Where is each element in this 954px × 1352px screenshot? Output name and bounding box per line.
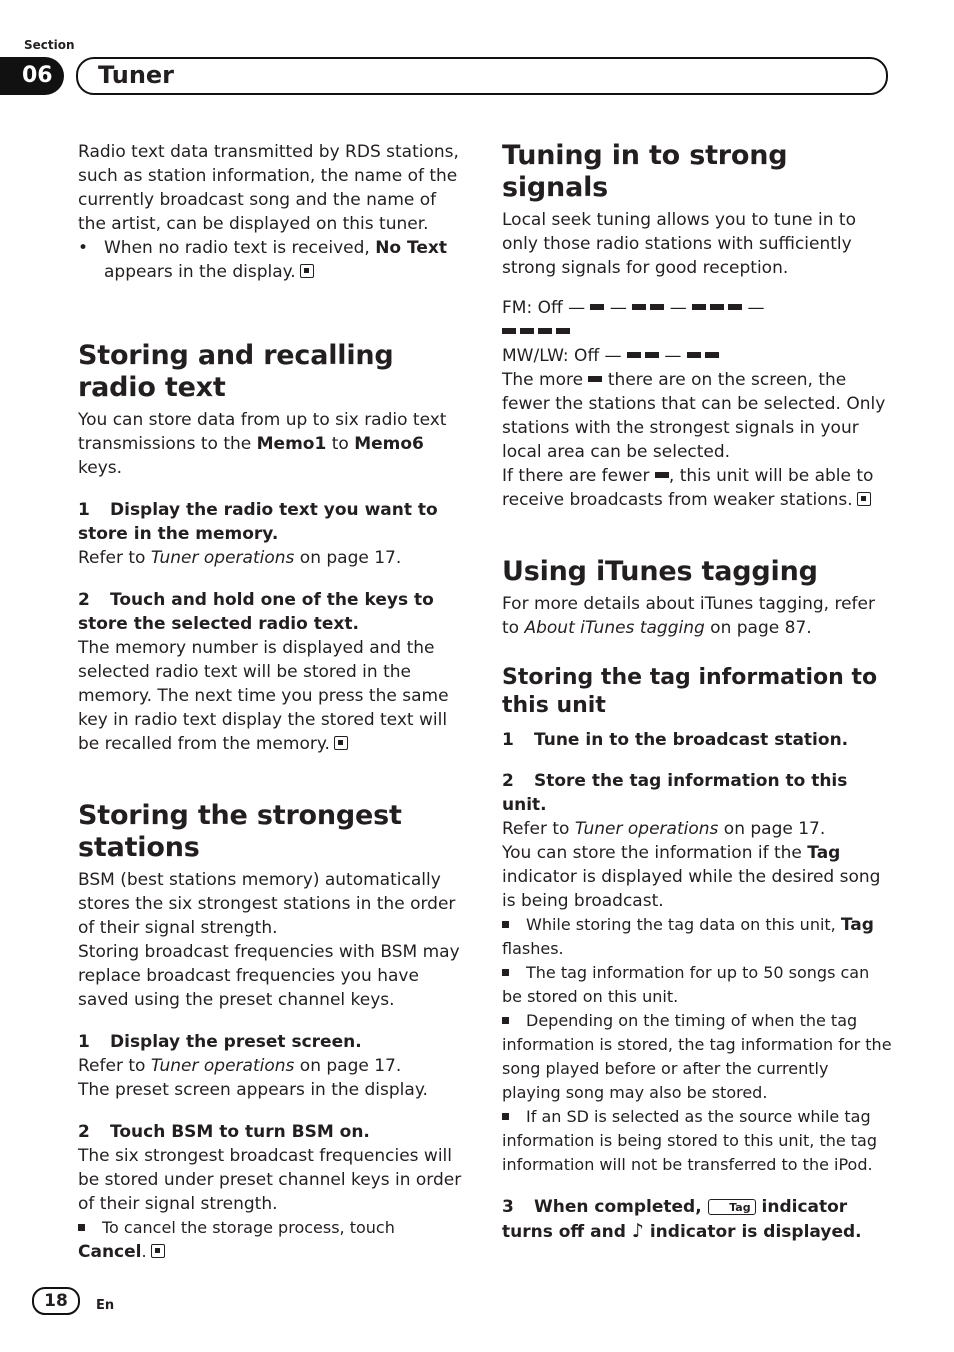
more-levels-paragraph: The more there are on the screen, the fewer the stations that can be selected. Only stations with the strongest signals in your local area can be selected. xyxy=(502,370,886,462)
mw-lw-levels: MW/LW: Off — — xyxy=(502,344,892,368)
level-bar-icon xyxy=(705,352,719,358)
tuner-operations-link[interactable]: Tuner operations xyxy=(150,548,295,568)
end-mark-icon xyxy=(334,736,348,750)
page-number: 18 xyxy=(32,1287,80,1315)
strongest-stations-heading: Storing the strongest stations xyxy=(78,800,402,863)
level-bar-icon xyxy=(710,304,724,310)
level-bar-icon xyxy=(632,304,646,310)
itunes-tagging-heading: Using iTunes tagging xyxy=(502,556,818,587)
level-bar-icon xyxy=(520,328,534,334)
tag-note-1: While storing the tag data on this unit, Tag flashes. xyxy=(502,915,874,958)
bsm-step-1-reference: Refer to Tuner operations on page 17. xyxy=(78,1056,402,1076)
local-seek-intro: Local seek tuning allows you to tune in to only those radio stations with sufficiently strong signals for good reception. xyxy=(502,210,856,278)
tag-icon: Tag xyxy=(708,1199,756,1215)
right-column xyxy=(502,140,892,1244)
note-square-icon xyxy=(502,913,512,921)
level-bar-icon xyxy=(556,328,570,334)
bsm-paragraph-1: BSM (best stations memory) automatically stores the six strongest stations in the order of their signal strength. xyxy=(78,870,456,938)
no-text-bullet: • When no radio text is received, No Text appears in the display. xyxy=(78,238,447,282)
storing-tag-heading: Storing the tag information to this unit xyxy=(502,665,878,718)
level-bar-icon xyxy=(502,328,516,334)
level-bar-icon xyxy=(692,304,706,310)
tag-step-2-body: You can store the information if the Tag indicator is displayed while the desired song is being broadcast. xyxy=(502,843,881,911)
storing-intro: You can store data from up to six radio text transmissions to the Memo1 to Memo6 keys. xyxy=(78,410,447,478)
tuner-operations-link[interactable]: Tuner operations xyxy=(574,819,719,839)
about-itunes-tagging-link[interactable]: About iTunes tagging xyxy=(524,618,705,638)
tag-note-3: Depending on the timing of when the tag information is stored, the tag information for the song played before or after the currently playing song may also be stored. xyxy=(502,1011,892,1102)
rds-intro: Radio text data transmitted by RDS stations, such as station information, the name of the currently broadcast song and the name of the artist, can be displayed on this tuner. xyxy=(78,142,459,234)
level-bar-icon xyxy=(588,376,602,382)
section-title: Tuner xyxy=(98,61,175,89)
itunes-intro: For more details about iTunes tagging, refer to About iTunes tagging on page 87. xyxy=(502,594,875,638)
bsm-step-1-body: The preset screen appears in the display. xyxy=(78,1080,428,1100)
section-title-bar xyxy=(76,57,888,95)
note-square-icon xyxy=(502,1105,512,1113)
storing-radio-text-heading: Storing and recalling radio text xyxy=(78,340,394,403)
step-2-body: The memory number is displayed and the selected radio text will be stored in the memory. The next time you press the same key in radio text display the stored text will be recalled from the memory. xyxy=(78,638,449,754)
step-2-heading: 2 Touch and hold one of the keys to store the selected radio text. xyxy=(78,590,434,634)
bsm-step-1-heading: 1 Display the preset screen. xyxy=(78,1032,362,1052)
level-bar-icon xyxy=(650,304,664,310)
tag-step-2-reference: Refer to Tuner operations on page 17. xyxy=(502,819,826,839)
bsm-step-2-body: The six strongest broadcast frequencies will be stored under preset channel keys in order of their signal strength. xyxy=(78,1146,462,1214)
section-label: Section xyxy=(24,38,75,52)
tag-note-4: If an SD is selected as the source while tag information is being stored to this unit, the tag information will not be transferred to the iPod. xyxy=(502,1107,878,1174)
left-column xyxy=(78,140,464,1264)
cancel-note: To cancel the storage process, touch Cancel. xyxy=(78,1218,395,1262)
bullet-dot-icon: • xyxy=(78,238,89,258)
language-label: En xyxy=(96,1298,115,1313)
end-mark-icon xyxy=(151,1244,165,1258)
step-1-heading: 1 Display the radio text you want to store in the memory. xyxy=(78,500,438,544)
level-bar-icon xyxy=(538,328,552,334)
level-bar-icon xyxy=(590,304,604,310)
end-mark-icon xyxy=(300,264,314,278)
end-mark-icon xyxy=(857,492,871,506)
note-square-icon xyxy=(78,1216,88,1224)
tag-step-3-heading: 3 When completed, Tag indicator turns off and ♪ indicator is displayed. xyxy=(502,1197,862,1242)
music-note-icon: ♪ xyxy=(631,1220,644,1242)
bsm-step-2-heading: 2 Touch BSM to turn BSM on. xyxy=(78,1122,370,1142)
tuning-strong-signals-heading: Tuning in to strong signals xyxy=(502,140,788,203)
tag-step-2-heading: 2 Store the tag information to this unit. xyxy=(502,771,848,815)
step-1-reference: Refer to Tuner operations on page 17. xyxy=(78,548,402,568)
level-bar-icon xyxy=(627,352,641,358)
level-bar-icon xyxy=(687,352,701,358)
tuner-operations-link[interactable]: Tuner operations xyxy=(150,1056,295,1076)
level-bar-icon xyxy=(728,304,742,310)
fm-levels: FM: Off — — — — xyxy=(502,296,892,344)
tag-step-1-heading: 1 Tune in to the broadcast station. xyxy=(502,730,849,750)
fewer-levels-paragraph: If there are fewer , this unit will be able to receive broadcasts from weaker stations. xyxy=(502,466,874,510)
level-bar-icon xyxy=(645,352,659,358)
level-bar-icon xyxy=(655,472,669,478)
tag-note-2: The tag information for up to 50 songs can be stored on this unit. xyxy=(502,963,870,1006)
note-square-icon xyxy=(502,961,512,969)
note-square-icon xyxy=(502,1009,512,1017)
bsm-paragraph-2: Storing broadcast frequencies with BSM may replace broadcast frequencies you have saved using the preset channel keys. xyxy=(78,942,460,1010)
section-number-tab: 06 xyxy=(0,57,64,95)
